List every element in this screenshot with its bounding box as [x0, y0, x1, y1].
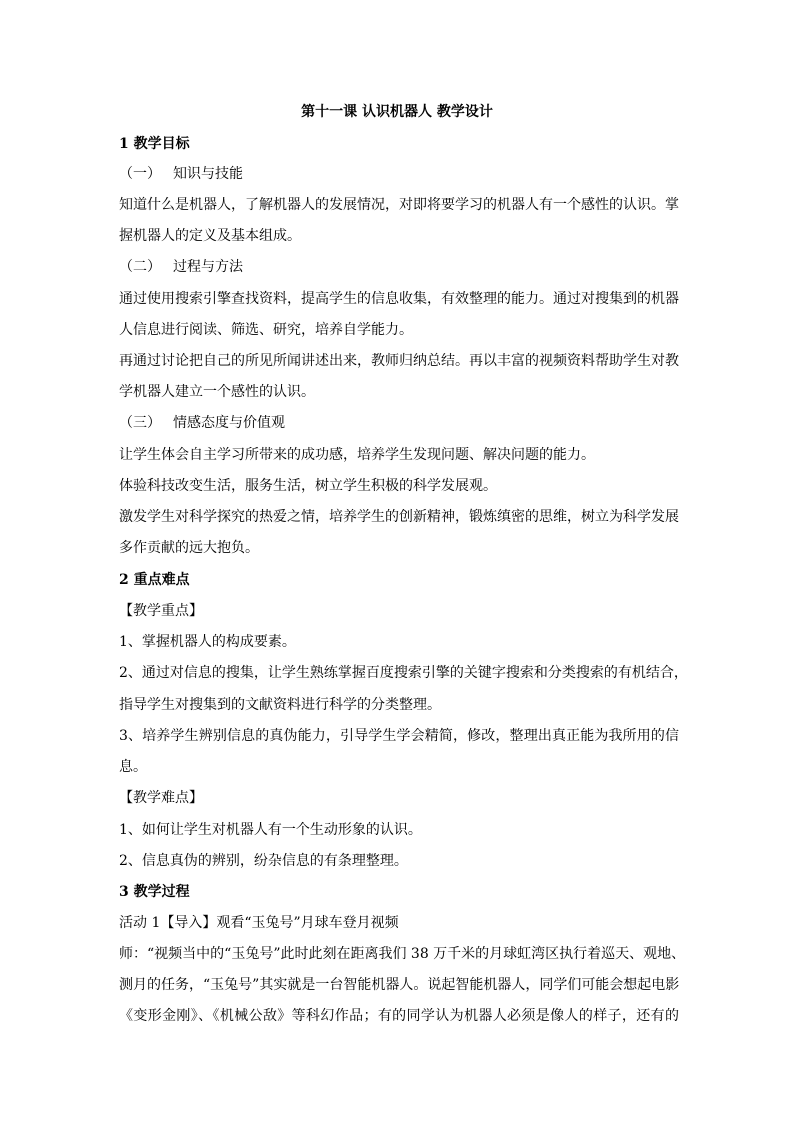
list-item: 1、掌握机器人的构成要素。	[119, 634, 296, 650]
bracket-heading-key: 【教学重点】	[119, 603, 203, 619]
paragraph-line: 测月的任务，“玉兔号”其实就是一台智能机器人。说起智能机器人，同学们可能会想起电影	[119, 977, 680, 993]
bracket-heading-difficult: 【教学难点】	[119, 790, 203, 806]
paragraph-line: 多作贡献的远大抱负。	[119, 540, 259, 556]
subheading-label: 过程与方法	[173, 259, 243, 275]
paragraph-line: 知道什么是机器人，了解机器人的发展情况，对即将要学习的机器人有一个感性的认识。掌	[119, 197, 679, 213]
activity-heading: 活动 1【导入】观看“玉兔号”月球车登月视频	[119, 915, 399, 931]
list-item-continuation: 指导学生对搜集到的文献资料进行科学的分类整理。	[119, 697, 441, 713]
section-heading-key-points: 2 重点难点	[119, 572, 190, 588]
paragraph-line: 《变形金刚》、《机械公敌》等科幻作品；有的同学认为机器人必须是像人的样子，还有的	[119, 1008, 679, 1024]
paragraph-line: 激发学生对科学探究的热爱之情，培养学生的创新精神，锻炼缜密的思维，树立为科学发展	[119, 509, 679, 525]
subheading-label: 情感态度与价值观	[173, 415, 285, 431]
subheading-number: （一）	[119, 166, 161, 182]
subheading-process	[119, 259, 679, 275]
paragraph-line: 体验科技改变生活，服务生活，树立学生积极的科学发展观。	[119, 478, 497, 494]
paragraph-line: 让学生体会自主学习所带来的成功感，培养学生发现问题、解决问题的能力。	[119, 447, 595, 463]
list-item-continuation: 息。	[119, 759, 147, 775]
paragraph-line: 师：“视频当中的“玉兔号”此时此刻在距离我们 38 万千米的月球虹湾区执行着巡天、观地、	[119, 946, 686, 962]
subheading-number: （三）	[119, 415, 161, 431]
paragraph-line: 学机器人建立一个感性的认识。	[119, 384, 315, 400]
list-item: 1、如何让学生对机器人有一个生动形象的认识。	[119, 822, 422, 838]
subheading-attitude	[119, 415, 679, 431]
section-heading-objectives: 1 教学目标	[119, 136, 190, 152]
paragraph-line: 通过使用搜索引擎查找资料，提高学生的信息收集，有效整理的能力。通过对搜集到的机器	[119, 291, 679, 307]
subheading-label: 知识与技能	[173, 166, 243, 182]
section-heading-process: 3 教学过程	[119, 884, 190, 900]
list-item: 2、通过对信息的搜集，让学生熟练掌握百度搜索引擎的关键字搜索和分类搜索的有机结合，	[119, 665, 688, 681]
paragraph-line: 人信息进行阅读、筛选、研究，培养自学能力。	[119, 322, 413, 338]
subheading-knowledge	[119, 166, 679, 182]
subheading-number: （二）	[119, 259, 161, 275]
list-item: 3、培养学生辨别信息的真伪能力，引导学生学会精简，修改，整理出真正能为我所用的信	[119, 728, 679, 744]
paragraph-line: 再通过讨论把自己的所见所闻讲述出来，教师归纳总结。再以丰富的视频资料帮助学生对教	[119, 353, 679, 369]
list-item: 2、信息真伪的辨别，纷杂信息的有条理整理。	[119, 853, 408, 869]
document-title: 第十一课 认识机器人 教学设计	[301, 104, 493, 120]
paragraph-line: 握机器人的定义及基本组成。	[119, 228, 301, 244]
